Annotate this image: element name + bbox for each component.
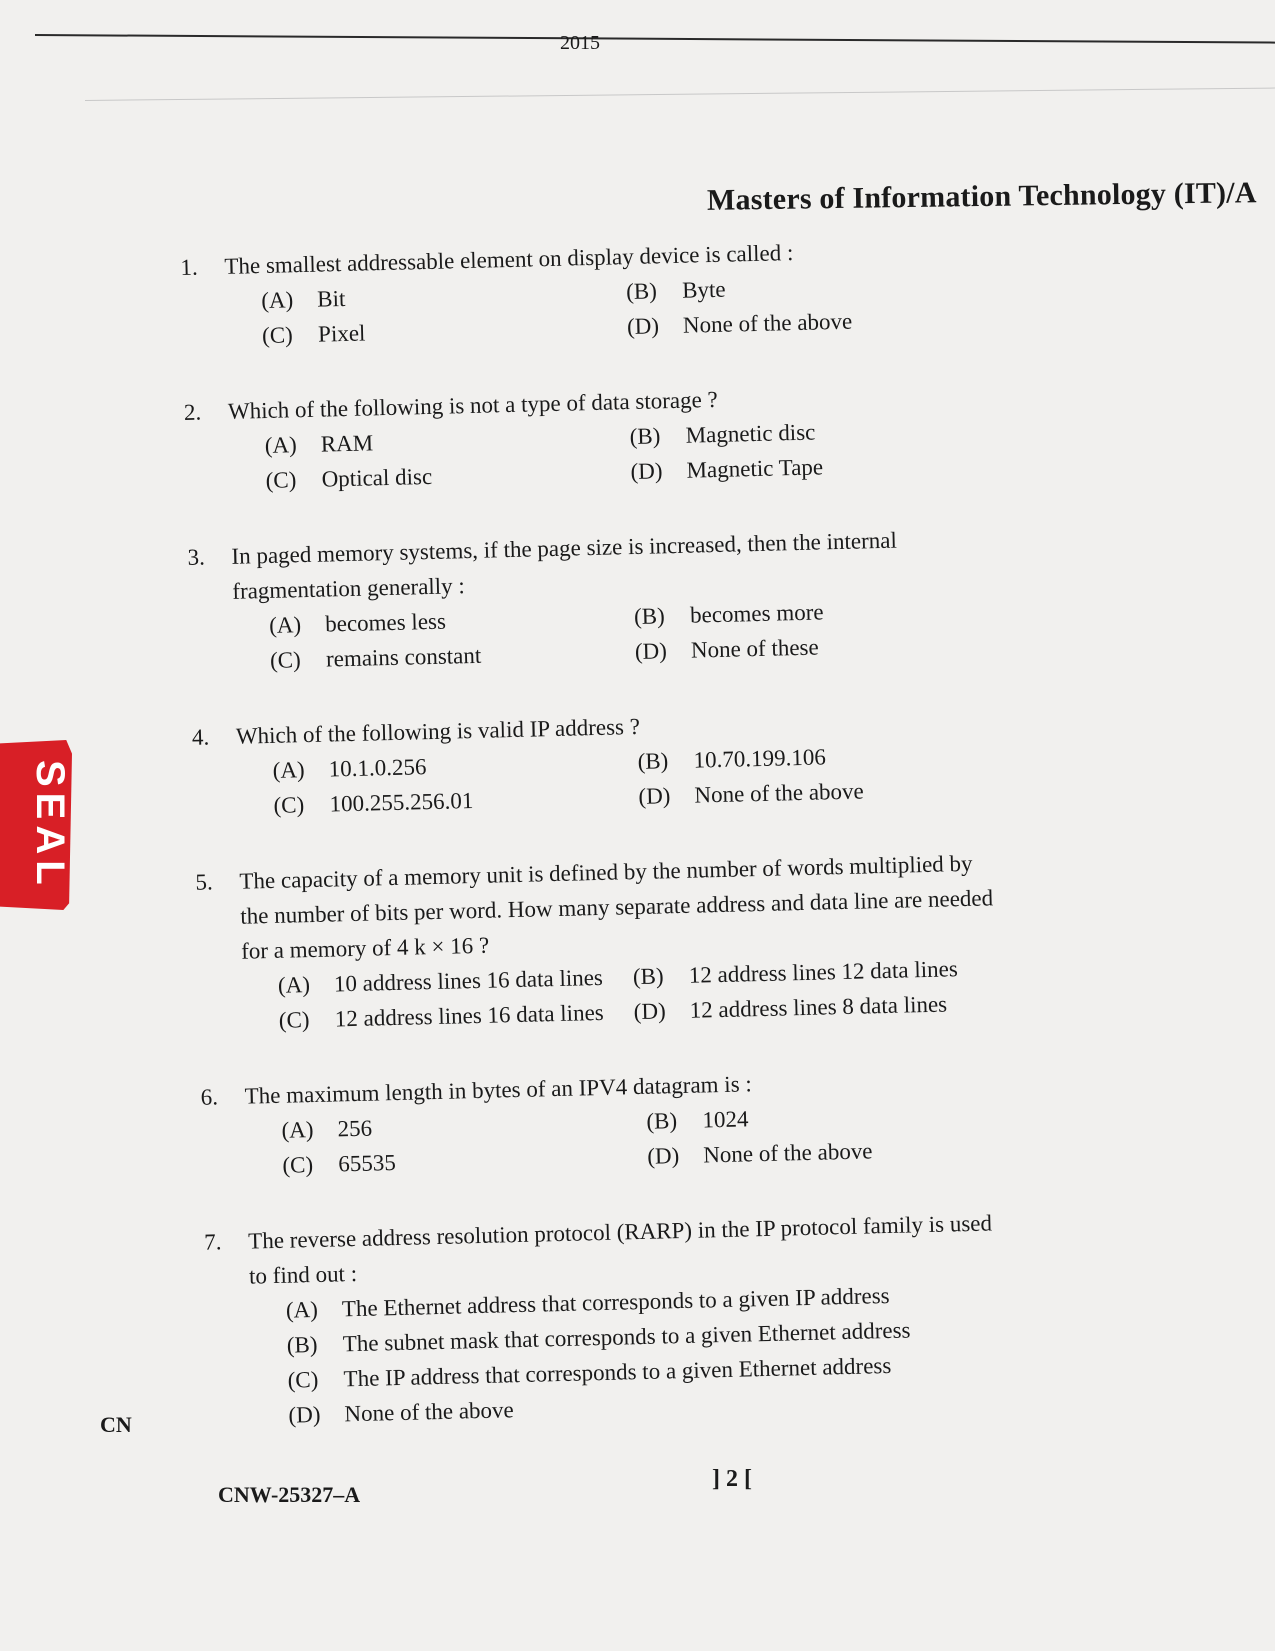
option-text: becomes less bbox=[324, 608, 447, 637]
option-text: 65535 bbox=[338, 1150, 397, 1177]
option-text: Pixel bbox=[317, 320, 366, 347]
page-edge-line-faint bbox=[85, 88, 1275, 101]
question-text: Which of the following is not a type of data storage ? bbox=[227, 386, 719, 424]
option-label: (C) bbox=[273, 792, 305, 818]
option-text: None of the above bbox=[682, 308, 853, 338]
question-number: 2. bbox=[183, 399, 202, 425]
option-text: Magnetic Tape bbox=[686, 454, 824, 483]
option-label: (D) bbox=[633, 998, 666, 1025]
option-c bbox=[262, 309, 628, 353]
cn-mark: CN bbox=[100, 1412, 132, 1437]
option-text: RAM bbox=[320, 430, 374, 457]
question-list bbox=[180, 228, 1109, 1435]
question-text: The capacity of a memory unit is defined by the number of words multiplied by the number of bits per word. How many separate address and data line are needed for a memory of 4 k × 16 ? bbox=[239, 850, 994, 964]
option-label: (C) bbox=[278, 1007, 310, 1033]
option-label: (D) bbox=[288, 1401, 321, 1428]
option-label: (C) bbox=[265, 467, 297, 493]
option-label: (A) bbox=[285, 1296, 319, 1323]
page-edge-line bbox=[35, 34, 1275, 44]
exam-title: Masters of Information Technology (IT)/A bbox=[707, 176, 1258, 217]
option-label: (B) bbox=[633, 603, 666, 630]
option-text: The IP address that corresponds to a given Ethernet address bbox=[343, 1352, 892, 1392]
option-text: None of the above bbox=[694, 778, 864, 808]
question-number: 5. bbox=[195, 869, 214, 895]
option-label: (C) bbox=[287, 1366, 319, 1393]
question-number: 3. bbox=[187, 544, 206, 570]
option-text: 10.70.199.106 bbox=[693, 744, 827, 773]
option-text: 100.255.256.01 bbox=[329, 788, 474, 817]
option-text: 12 address lines 8 data lines bbox=[689, 991, 948, 1023]
option-text: Bit bbox=[316, 285, 346, 312]
option-label: (C) bbox=[261, 322, 294, 349]
options bbox=[286, 1273, 1109, 1433]
option-c bbox=[273, 779, 639, 823]
option-text: Magnetic disc bbox=[685, 419, 816, 448]
question-5 bbox=[195, 843, 1099, 1040]
page-number: ] 2 [ bbox=[712, 1466, 752, 1492]
option-label: (A) bbox=[272, 757, 305, 783]
question-text: The smallest addressable element on display device is called : bbox=[224, 240, 794, 279]
option-text: Byte bbox=[681, 276, 726, 303]
option-label: (D) bbox=[638, 783, 671, 809]
option-label: (A) bbox=[268, 612, 302, 638]
question-number: 4. bbox=[191, 724, 210, 750]
option-c bbox=[282, 1139, 648, 1183]
option-label: (B) bbox=[286, 1331, 318, 1358]
option-label: (D) bbox=[630, 458, 663, 485]
option-text: remains constant bbox=[325, 642, 482, 672]
option-text: becomes more bbox=[689, 599, 824, 628]
question-1 bbox=[180, 228, 1082, 355]
question-text: The maximum length in bytes of an IPV4 datagram is : bbox=[244, 1071, 753, 1109]
question-text: The reverse address resolution protocol (RARP) in the IP protocol family is used to find out : bbox=[247, 1210, 993, 1289]
option-text: 12 address lines 12 data lines bbox=[688, 956, 959, 988]
question-text: In paged memory systems, if the page size is increased, then the internal fragmentation generally : bbox=[231, 527, 898, 604]
option-label: (A) bbox=[281, 1117, 314, 1143]
question-number: 6. bbox=[200, 1084, 219, 1110]
question-7 bbox=[204, 1203, 1109, 1435]
option-text: The subnet mask that corresponds to a given Ethernet address bbox=[342, 1317, 911, 1357]
option-label: (C) bbox=[269, 647, 302, 673]
option-c bbox=[265, 454, 631, 498]
paper-code: CNW-25327–A bbox=[218, 1482, 361, 1507]
option-text: None of these bbox=[690, 634, 819, 663]
option-text: The Ethernet address that corresponds to a given IP address bbox=[341, 1282, 890, 1322]
option-label: (D) bbox=[634, 638, 668, 665]
option-label: (B) bbox=[629, 423, 661, 450]
option-label: (B) bbox=[637, 748, 669, 774]
option-text: Optical disc bbox=[321, 463, 433, 492]
option-label: (C) bbox=[282, 1152, 314, 1178]
option-text: None of the above bbox=[702, 1138, 873, 1168]
option-text: 10.1.0.256 bbox=[328, 754, 427, 782]
question-text: Which of the following is valid IP address ? bbox=[235, 713, 641, 749]
question-number: 1. bbox=[180, 254, 198, 280]
question-6 bbox=[200, 1058, 1102, 1185]
exam-year: 2015 bbox=[560, 32, 600, 54]
option-label: (B) bbox=[646, 1108, 678, 1134]
option-label: (A) bbox=[260, 287, 294, 314]
option-text: 256 bbox=[337, 1115, 373, 1142]
seal-label: SEAL bbox=[28, 759, 72, 891]
option-text: None of the above bbox=[344, 1397, 514, 1427]
option-label: (D) bbox=[626, 313, 660, 340]
question-number: 7. bbox=[203, 1229, 222, 1255]
option-text: 10 address lines 16 data lines bbox=[333, 964, 604, 997]
question-4 bbox=[191, 698, 1093, 825]
question-3 bbox=[187, 518, 1090, 680]
option-label: (B) bbox=[632, 963, 664, 990]
question-2 bbox=[184, 373, 1086, 500]
option-label: (A) bbox=[277, 972, 311, 998]
option-label: (A) bbox=[264, 432, 298, 458]
option-label: (B) bbox=[625, 278, 658, 305]
option-label: (D) bbox=[646, 1143, 680, 1169]
option-c bbox=[270, 634, 636, 678]
option-text: 1024 bbox=[702, 1106, 749, 1133]
option-c bbox=[278, 994, 634, 1038]
option-text: 12 address lines 16 data lines bbox=[334, 999, 604, 1032]
